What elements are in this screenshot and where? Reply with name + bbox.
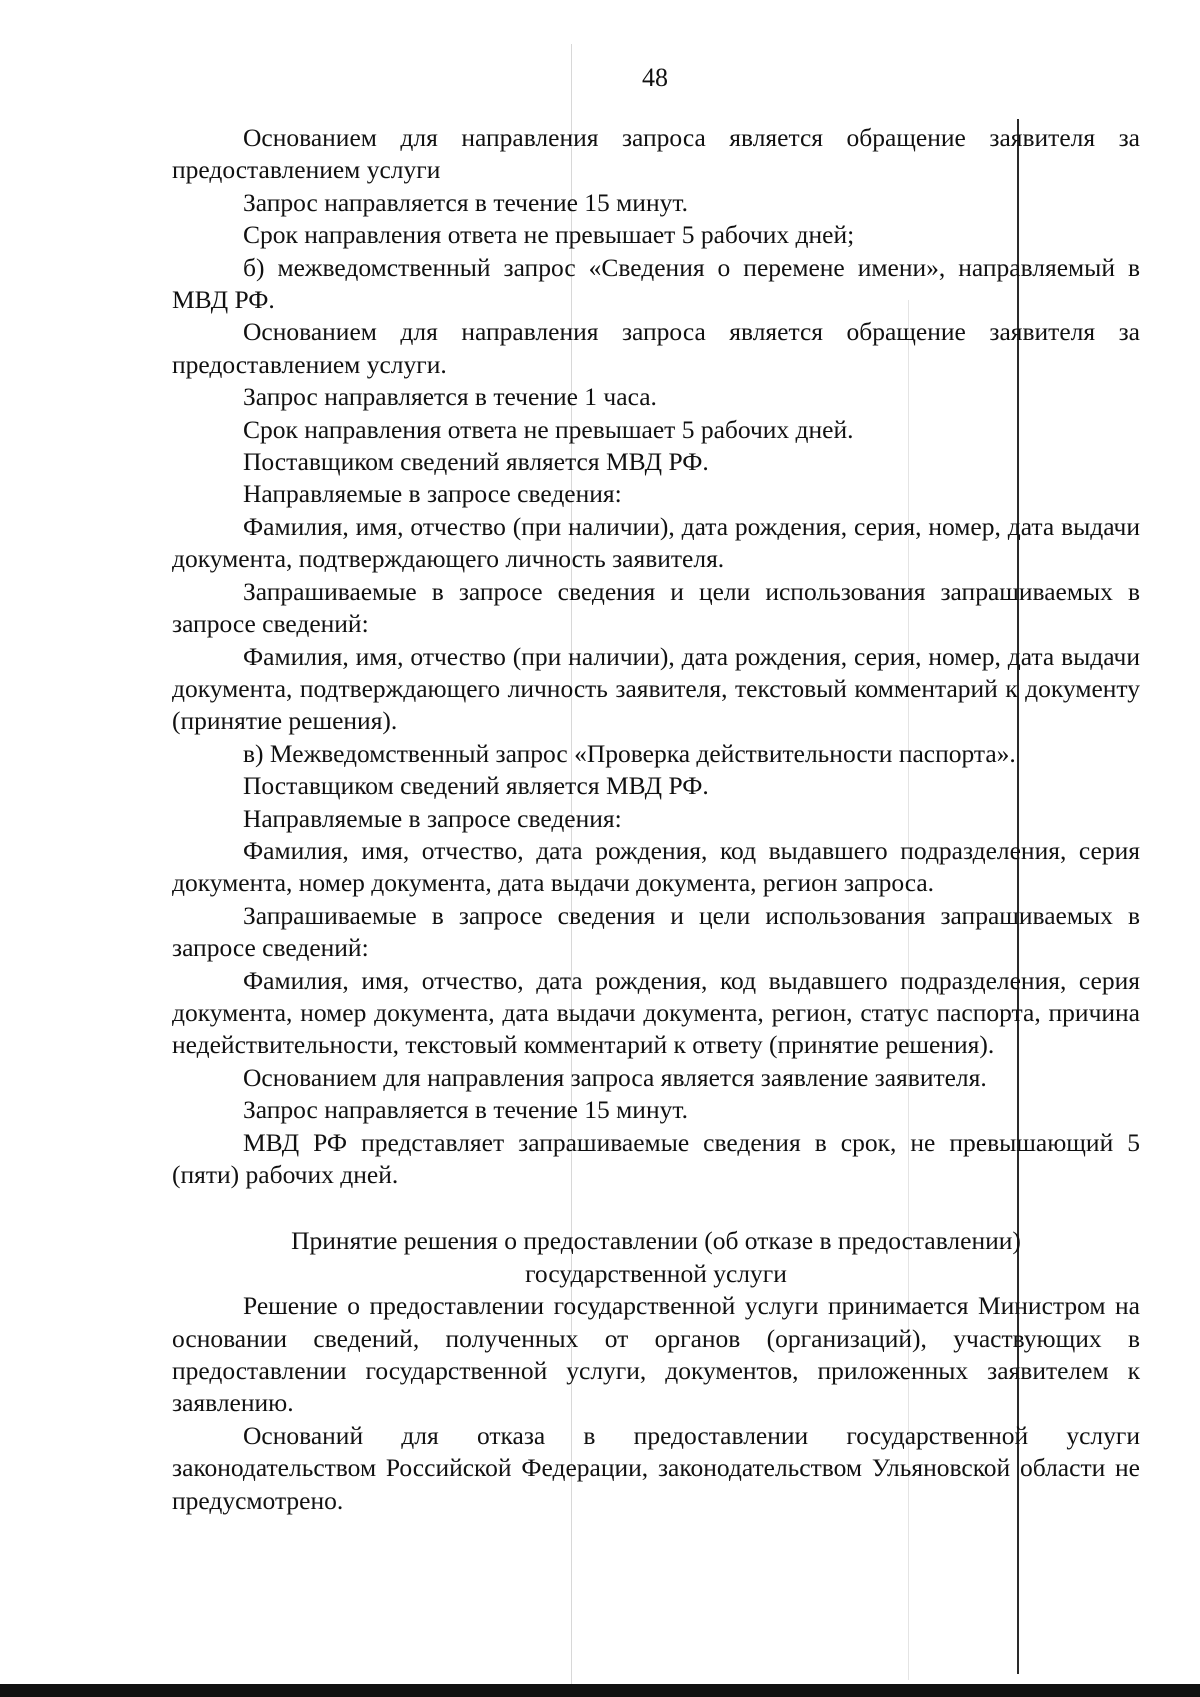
paragraph: Запрос направляется в течение 15 минут. (243, 187, 688, 217)
paragraph: Запрос направляется в течение 1 часа. (243, 382, 657, 412)
paragraph: Запрашиваемые в запросе сведения и цели использования запрашиваемых в запросе сведений: (172, 576, 1140, 639)
paragraph: Фамилия, имя, отчество (при наличии), дата рождения, серия, номер, дата выдачи документа, подтверждающего личность заявителя, текстовый комментарий к документу (принятие решения). (172, 641, 1140, 736)
page-number: 48 (642, 63, 668, 92)
paragraph: Направляемые в запросе сведения: (243, 479, 622, 509)
paragraph: МВД РФ представляет запрашиваемые сведения в срок, не превышающий 5 (пяти) рабочих дней. (172, 1127, 1140, 1189)
section-heading-line: государственной услуги (525, 1258, 787, 1288)
paragraph: Фамилия, имя, отчество, дата рождения, код выдавшего подразделения, серия документа, номер документа, дата выдачи документа, регион, статус паспорта, причина недействительности, текстовый комментарий к ответу (принятие решения). (172, 965, 1140, 1060)
paragraph: Поставщиком сведений является МВД РФ. (243, 447, 709, 477)
paragraph: Основанием для направления запроса является обращение заявителя за предоставлением услуги (172, 123, 1140, 185)
paragraph: Оснований для отказа в предоставлении государственной услуги законодательством Российской Федерации, законодательством Ульяновской области не предусмотрено. (172, 1420, 1140, 1515)
section-heading-line: Принятие решения о предоставлении (об отказе в предоставлении) (291, 1226, 1021, 1256)
paragraph: Решение о предоставлении государственной услуги принимается Министром на основании сведений, полученных от органов (организаций), участвующих в предоставлении государственной услуги, документов, приложенных заявителем к заявлению. (172, 1291, 1140, 1418)
paragraph: Срок направления ответа не превышает 5 рабочих дней; (243, 220, 855, 250)
paragraph: Основанием для направления запроса является заявление заявителя. (243, 1062, 987, 1092)
paragraph: Фамилия, имя, отчество, дата рождения, код выдавшего подразделения, серия документа, номер документа, дата выдачи документа, регион запроса. (172, 835, 1140, 898)
document-body (172, 122, 1140, 1517)
paragraph: в) Межведомственный запрос «Проверка действительности паспорта». (243, 738, 1016, 768)
section-heading (172, 1225, 1140, 1290)
paragraph: Поставщиком сведений является МВД РФ. (243, 771, 709, 801)
scan-bottom-edge (0, 1684, 1200, 1697)
decision-section (172, 1290, 1140, 1517)
paragraph: Запрос направляется в течение 15 минут. (243, 1095, 688, 1125)
paragraph: Срок направления ответа не превышает 5 рабочих дней. (243, 414, 854, 444)
paragraph: Запрашиваемые в запросе сведения и цели использования запрашиваемых в запросе сведений: (172, 900, 1140, 963)
paragraph: Фамилия, имя, отчество (при наличии), дата рождения, серия, номер, дата выдачи документа, подтверждающего личность заявителя. (172, 511, 1140, 574)
paragraph: Основанием для направления запроса является обращение заявителя за предоставлением услуги. (172, 317, 1140, 379)
paragraph: Направляемые в запросе сведения: (243, 803, 622, 833)
paragraph: б) межведомственный запрос «Сведения о перемене имени», направляемый в МВД РФ. (172, 252, 1140, 315)
